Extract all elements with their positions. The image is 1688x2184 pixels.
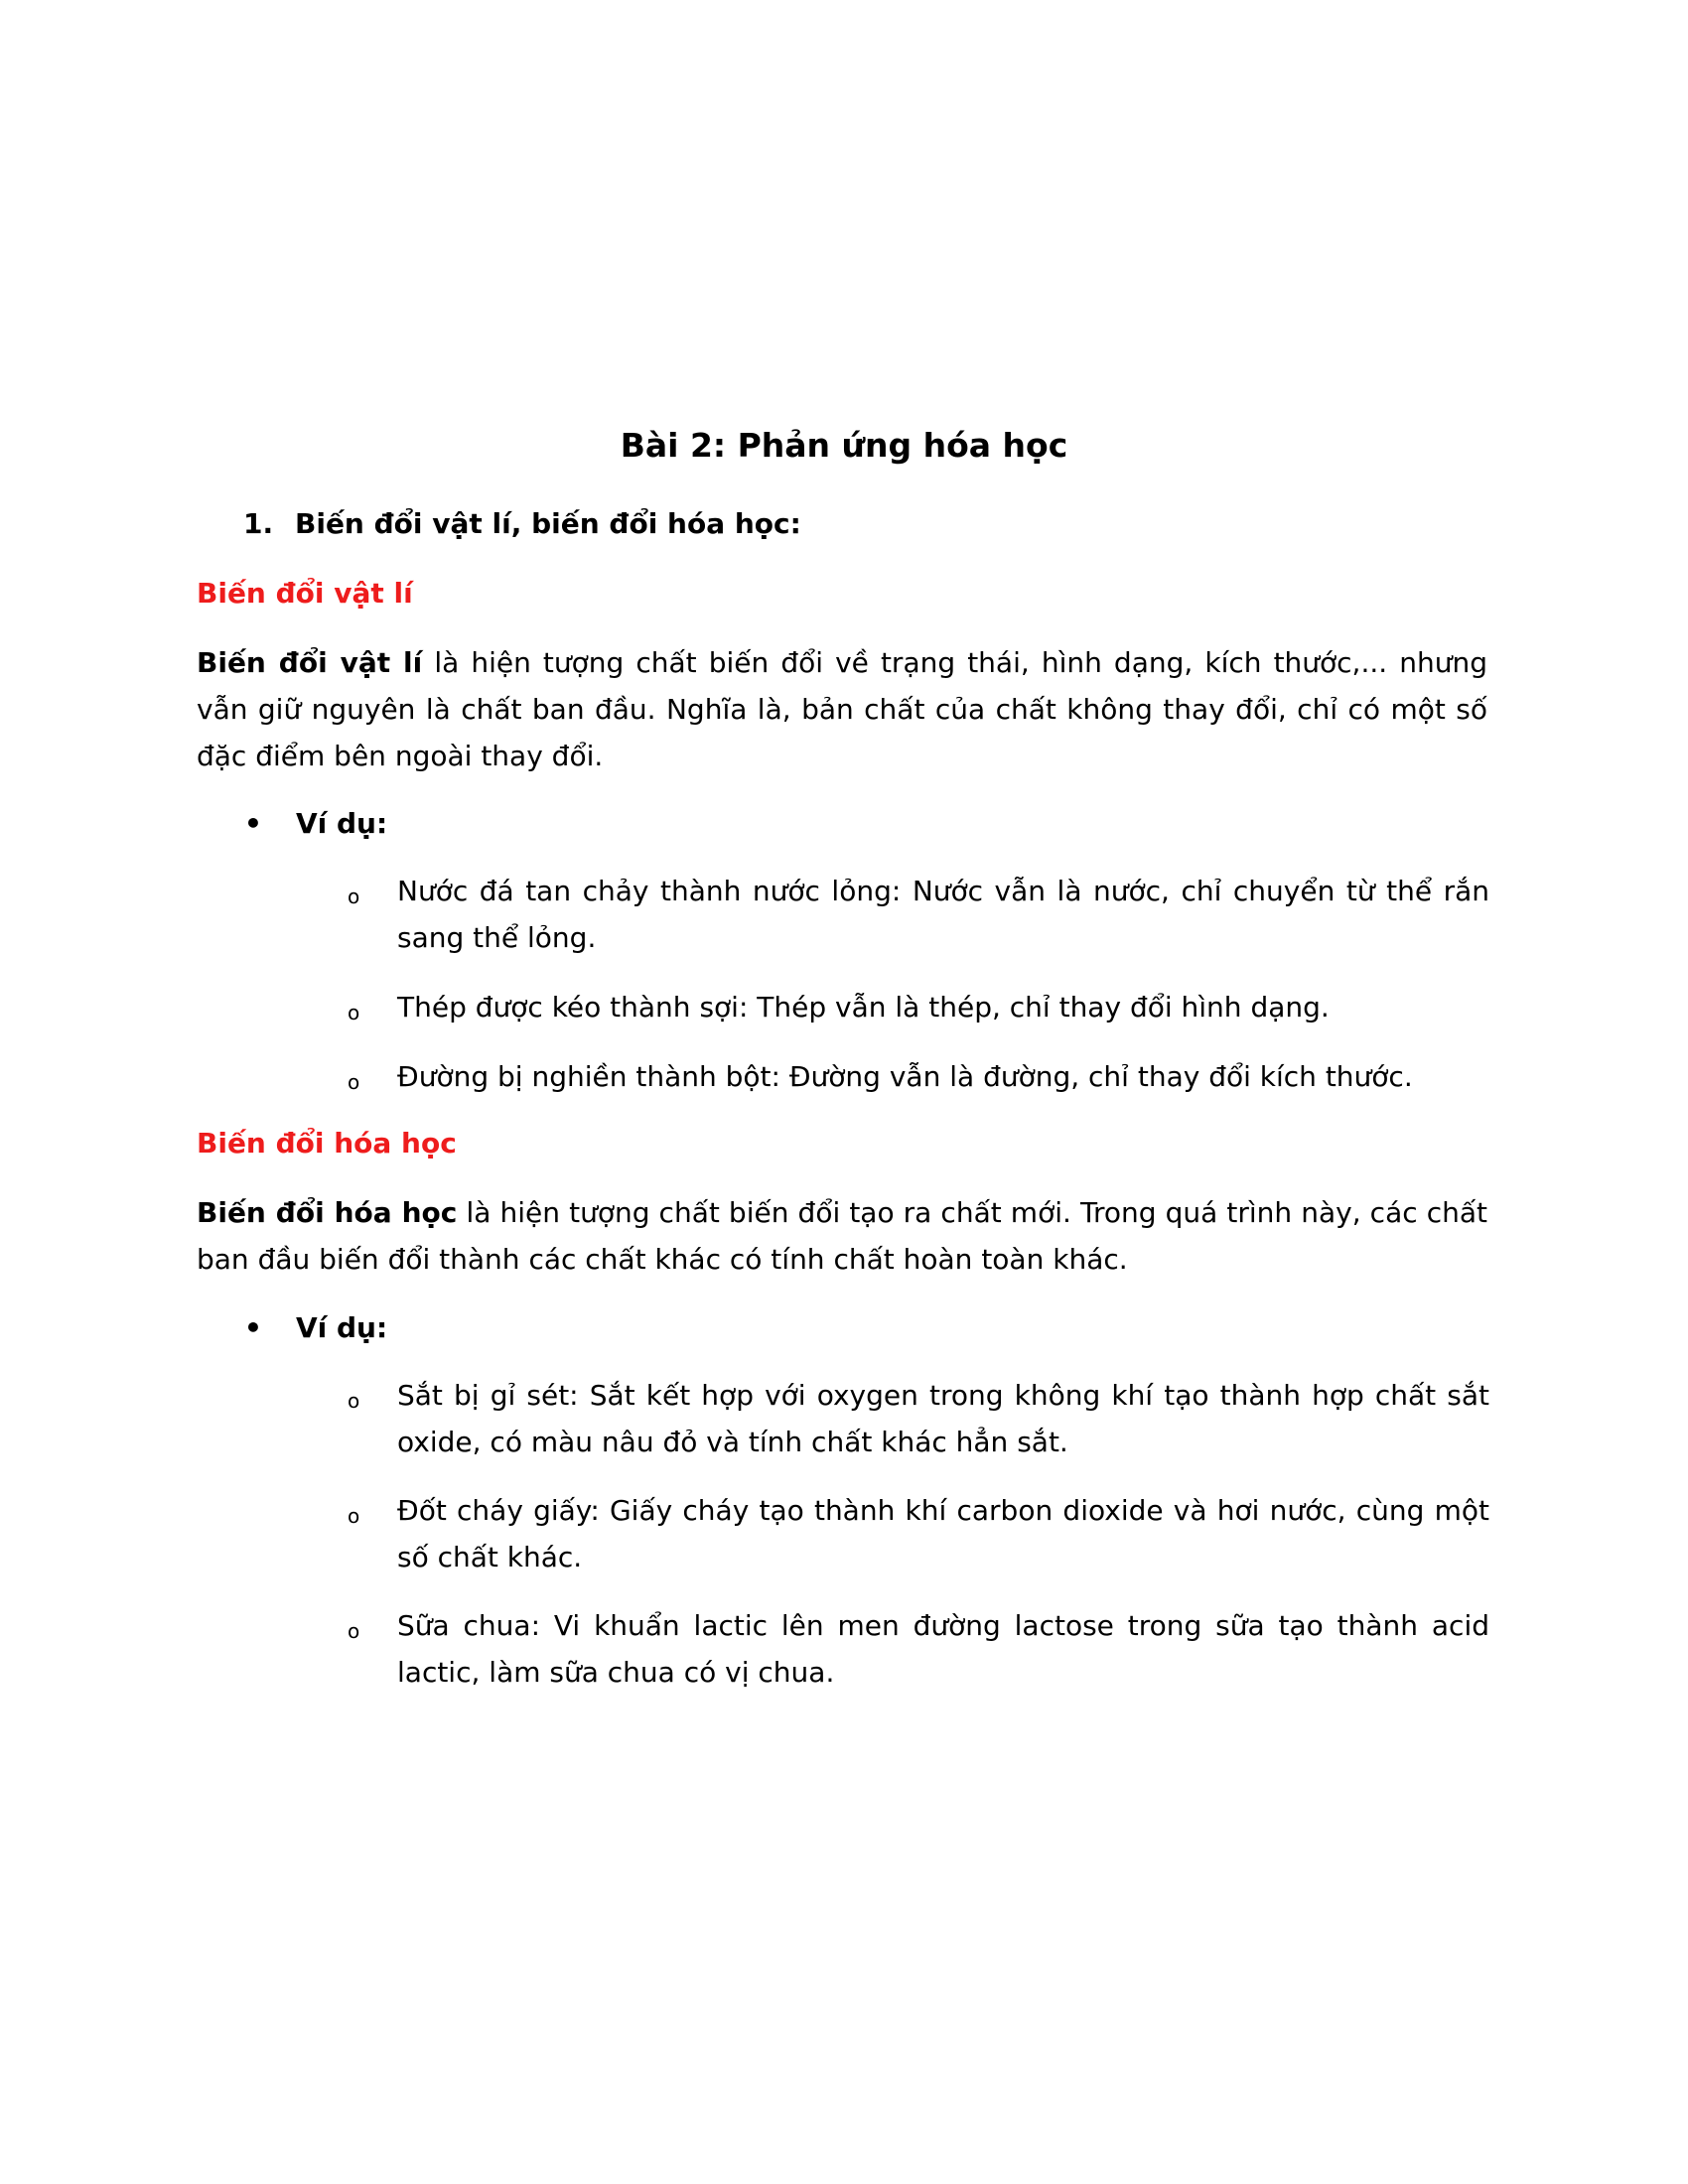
chemical-change-subheading: Biến đổi hóa học (197, 1127, 457, 1160)
physical-example-text: Thép được kéo thành sợi: Thép vẫn là thép, chỉ thay đổi hình dạng. (397, 991, 1330, 1024)
physical-example-text: Nước đá tan chảy thành nước lỏng: Nước vẫn là nước, chỉ chuyển từ thể rắn sang thể lỏng. (397, 875, 1489, 954)
physical-change-definition-text: là hiện tượng chất biến đổi về trạng thái, hình dạng, kích thước,... nhưng vẫn giữ nguyên là chất ban đầu. Nghĩa là, bản chất của chất không thay đổi, chỉ có một số đặc điểm bên ngoài thay đổi. (197, 646, 1487, 772)
bullet-icon: • (244, 1311, 262, 1344)
physical-example-text: Đường bị nghiền thành bột: Đường vẫn là đường, chỉ thay đổi kích thước. (397, 1060, 1413, 1093)
circle-bullet-icon: o (348, 1619, 360, 1643)
section-heading (243, 502, 801, 546)
physical-change-definition (197, 639, 1487, 779)
chemical-example-item (348, 1602, 1489, 1696)
circle-bullet-icon: o (348, 1001, 360, 1024)
physical-example-label: Ví dụ: (296, 807, 388, 840)
circle-bullet-icon: o (348, 1070, 360, 1094)
chemical-example-label: Ví dụ: (296, 1311, 388, 1344)
physical-change-term: Biến đổi vật lí (197, 646, 423, 679)
section-number: 1. (243, 507, 274, 540)
chemical-change-definition (197, 1189, 1487, 1283)
chemical-example-item (348, 1372, 1489, 1465)
circle-bullet-icon: o (348, 1389, 360, 1413)
chemical-example-bullet (244, 1306, 387, 1350)
chemical-change-term: Biến đổi hóa học (197, 1196, 458, 1229)
physical-change-subheading: Biến đổi vật lí (197, 577, 413, 610)
physical-example-bullet (244, 802, 387, 846)
chemical-example-text: Sữa chua: Vi khuẩn lactic lên men đường lactose trong sữa tạo thành acid lactic, làm sữa chua có vị chua. (397, 1609, 1489, 1689)
physical-example-item (348, 1053, 1489, 1100)
physical-example-item (348, 984, 1489, 1030)
page-title: Bài 2: Phản ứng hóa học (620, 426, 1068, 465)
chemical-example-item (348, 1487, 1489, 1580)
section-heading-text: Biến đổi vật lí, biến đổi hóa học: (295, 507, 801, 540)
physical-example-item (348, 868, 1489, 961)
circle-bullet-icon: o (348, 885, 360, 908)
bullet-icon: • (244, 807, 262, 840)
chemical-change-definition-text: là hiện tượng chất biến đổi tạo ra chất mới. Trong quá trình này, các chất ban đầu biến đổi thành các chất khác có tính chất hoàn toàn khác. (197, 1196, 1487, 1276)
circle-bullet-icon: o (348, 1504, 360, 1528)
chemical-example-text: Đốt cháy giấy: Giấy cháy tạo thành khí carbon dioxide và hơi nước, cùng một số chất khác. (397, 1494, 1489, 1573)
chemical-example-text: Sắt bị gỉ sét: Sắt kết hợp với oxygen trong không khí tạo thành hợp chất sắt oxide, có màu nâu đỏ và tính chất khác hẳn sắt. (397, 1379, 1489, 1458)
